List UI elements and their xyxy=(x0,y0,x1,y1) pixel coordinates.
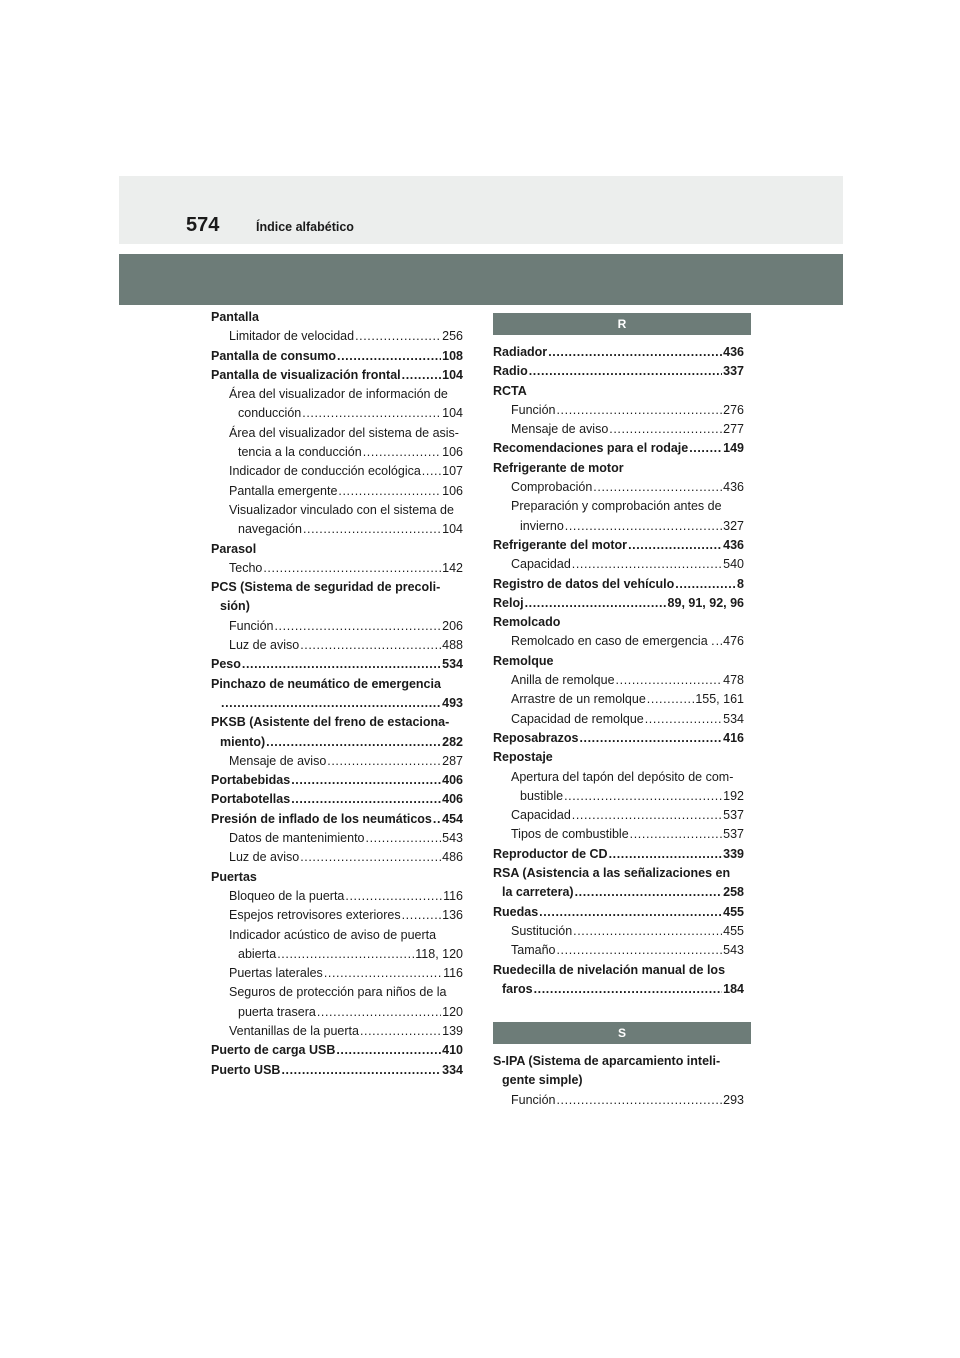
index-entry xyxy=(211,790,463,809)
index-entry xyxy=(493,845,744,864)
index-entry xyxy=(211,424,463,443)
dot-leader xyxy=(263,559,441,578)
index-entry-text: Remolcado xyxy=(493,615,561,630)
index-entry-text: Comprobación xyxy=(511,480,593,495)
index-entry-text: PKSB (Asistente del freno de estaciona- xyxy=(211,715,450,730)
index-entry-text: Puerto USB xyxy=(211,1062,281,1077)
index-entry-page: 537 xyxy=(723,827,744,842)
dot-leader xyxy=(277,945,414,964)
index-entry-text: Presión de inflado de los neumáticos xyxy=(211,811,432,826)
index-entry-page: 276 xyxy=(723,402,744,417)
index-entry xyxy=(493,439,744,458)
index-entry xyxy=(211,945,463,964)
index-entry xyxy=(493,1071,744,1090)
dot-leader xyxy=(689,439,722,458)
header-bar xyxy=(119,254,843,305)
index-entry-text: Ventanillas de la puerta xyxy=(229,1023,359,1038)
index-entry-text: navegación xyxy=(238,522,302,537)
index-entry-page: 543 xyxy=(723,943,744,958)
index-entry xyxy=(211,752,463,771)
index-entry xyxy=(211,868,463,887)
index-entry-text: sión) xyxy=(220,599,250,614)
index-entry xyxy=(211,906,463,925)
index-entry-page: 334 xyxy=(442,1062,463,1077)
index-entry-text: Función xyxy=(511,402,556,417)
index-entry-page: 116 xyxy=(443,888,463,903)
index-entry xyxy=(211,578,463,597)
index-entry xyxy=(211,1041,463,1060)
index-entry-page: 184 xyxy=(723,981,744,996)
index-entry-text: Pinchazo de neumático de emergencia xyxy=(211,676,441,691)
index-entry xyxy=(493,903,744,922)
dot-leader xyxy=(534,980,723,999)
index-entry-text: Recomendaciones para el rodaje xyxy=(493,441,689,456)
index-entry-text: Ruedas xyxy=(493,904,539,919)
index-entry xyxy=(211,597,463,616)
index-entry xyxy=(493,517,744,536)
index-entry xyxy=(211,520,463,539)
index-entry-text: Indicador acústico de aviso de puerta xyxy=(229,927,437,942)
index-entry-page: 149 xyxy=(723,441,744,456)
index-entry-page: 476 xyxy=(723,634,744,649)
index-entry-page: 192 xyxy=(723,788,744,803)
index-entry-text: Datos de mantenimiento xyxy=(229,831,365,846)
dot-leader xyxy=(675,575,736,594)
section-letter-r: R xyxy=(493,313,751,335)
index-entry-text: Puertas xyxy=(211,869,257,884)
index-entry xyxy=(493,710,744,729)
index-entry-text: Indicador de conducción ecológica xyxy=(229,464,421,479)
index-entry xyxy=(211,810,463,829)
index-entry xyxy=(493,671,744,690)
dot-leader xyxy=(302,404,441,423)
index-entry-page: 488 xyxy=(442,638,463,653)
dot-leader xyxy=(366,829,442,848)
index-entry-text: Registro de datos del vehículo xyxy=(493,576,675,591)
index-entry xyxy=(493,536,744,555)
index-entry-page: 455 xyxy=(723,904,744,919)
page-number: 574 xyxy=(186,214,220,236)
dot-leader xyxy=(645,710,722,729)
index-entry-text: Portabotellas xyxy=(211,792,291,807)
index-entry-text: Refrigerante de motor xyxy=(493,460,624,475)
index-entry-text: Remolque xyxy=(493,653,554,668)
index-entry xyxy=(211,926,463,945)
index-entry xyxy=(211,713,463,732)
index-entry-page: 136 xyxy=(442,908,463,923)
index-entry xyxy=(493,941,744,960)
dot-leader xyxy=(593,478,722,497)
index-entry xyxy=(493,382,744,401)
index-entry-page: 104 xyxy=(442,522,463,537)
index-entry-text: PCS (Sistema de seguridad de precoli- xyxy=(211,580,441,595)
dot-leader xyxy=(630,825,722,844)
index-entry-text: Puerto de carga USB xyxy=(211,1043,336,1058)
index-entry-text: Puertas laterales xyxy=(229,966,323,981)
index-entry-text: Reproductor de CD xyxy=(493,846,608,861)
index-entry-page: 327 xyxy=(723,518,744,533)
index-entry xyxy=(211,848,463,867)
index-entry-text: Repostaje xyxy=(493,750,553,765)
index-entry-text: Pantalla emergente xyxy=(229,483,338,498)
dot-leader xyxy=(221,694,441,713)
index-entry xyxy=(211,694,463,713)
index-entry xyxy=(211,675,463,694)
index-entry-text: Refrigerante del motor xyxy=(493,537,628,552)
index-entry-text: S-IPA (Sistema de aparcamiento inteli- xyxy=(493,1054,721,1068)
dot-leader xyxy=(300,636,441,655)
index-entry xyxy=(493,825,744,844)
index-entry-text: Tipos de combustible xyxy=(511,827,629,842)
dot-leader xyxy=(616,671,723,690)
index-entry-page: 277 xyxy=(723,422,744,437)
index-entry xyxy=(493,980,744,999)
index-entry-text: puerta trasera xyxy=(238,1004,316,1019)
index-entry-text: Función xyxy=(229,618,274,633)
index-entry-page: 89, 91, 92, 96 xyxy=(667,595,744,610)
index-entry-page: 543 xyxy=(442,831,463,846)
index-entry-page: 139 xyxy=(442,1023,463,1038)
right-index-column-r xyxy=(493,343,744,999)
dot-leader xyxy=(575,883,723,902)
index-entry xyxy=(493,864,744,883)
index-entry-page: 287 xyxy=(442,753,463,768)
index-entry xyxy=(211,655,463,674)
index-entry-text: Portabebidas xyxy=(211,773,291,788)
index-entry-text: Mensaje de aviso xyxy=(511,422,609,437)
index-entry xyxy=(493,613,744,632)
index-entry-text: Bloqueo de la puerta xyxy=(229,888,345,903)
index-entry-text: Pantalla de consumo xyxy=(211,348,337,363)
dot-leader xyxy=(573,922,722,941)
index-entry-text: Remolcado en caso de emergencia . xyxy=(511,634,715,649)
index-entry-page: 256 xyxy=(442,329,463,344)
index-entry-page: 120 xyxy=(442,1004,463,1019)
index-entry-text: la carretera) xyxy=(502,885,574,900)
index-entry-page: 436 xyxy=(723,345,744,359)
right-index-column-s xyxy=(493,1052,744,1110)
dot-leader xyxy=(422,462,441,481)
index-entry-page: 486 xyxy=(442,850,463,865)
index-entry xyxy=(493,748,744,767)
index-entry-page: 293 xyxy=(723,1092,744,1107)
index-entry-text: Limitador de velocidad xyxy=(229,329,355,344)
index-entry xyxy=(493,478,744,497)
index-entry-page: 540 xyxy=(723,557,744,572)
index-entry xyxy=(211,829,463,848)
index-entry-text: Parasol xyxy=(211,541,257,556)
dot-leader xyxy=(609,845,723,864)
dot-leader xyxy=(291,771,441,790)
index-entry-text: bustible xyxy=(520,788,564,803)
index-entry-text: Visualizador vinculado con el sistema de xyxy=(229,502,454,517)
index-entry-page: 455 xyxy=(723,923,744,938)
index-entry-text: Sustitución xyxy=(511,923,573,938)
index-entry-page: 104 xyxy=(442,367,463,382)
dot-leader xyxy=(337,347,441,366)
index-entry xyxy=(493,401,744,420)
dot-leader xyxy=(556,941,722,960)
index-entry xyxy=(211,366,463,385)
index-entry xyxy=(211,733,463,752)
index-entry xyxy=(493,787,744,806)
dot-leader xyxy=(556,1091,722,1110)
index-entry-text: Arrastre de un remolque xyxy=(511,692,646,707)
index-entry-page: 107 xyxy=(442,464,463,479)
dot-leader xyxy=(338,482,441,501)
index-entry-page: 416 xyxy=(723,730,744,745)
index-entry-text: Luz de aviso xyxy=(229,850,300,865)
index-entry-text: Reposabrazos xyxy=(493,730,579,745)
index-entry-text: Mensaje de aviso xyxy=(229,753,327,768)
index-entry-page: 534 xyxy=(442,657,463,672)
index-entry xyxy=(211,404,463,423)
index-entry xyxy=(211,771,463,790)
index-entry-text: Preparación y comprobación antes de xyxy=(511,499,722,514)
index-entry-page: 116 xyxy=(443,966,463,981)
index-entry-text: Anilla de remolque xyxy=(511,673,615,688)
index-entry xyxy=(493,497,744,516)
dot-leader xyxy=(529,362,722,381)
index-entry xyxy=(493,768,744,787)
index-entry xyxy=(211,1061,463,1080)
index-entry-text: Pantalla xyxy=(211,310,259,324)
dot-leader xyxy=(363,443,441,462)
index-entry-page: 337 xyxy=(723,364,744,379)
index-entry-page: 142 xyxy=(442,560,463,575)
dot-leader xyxy=(572,806,722,825)
index-entry xyxy=(493,1052,744,1071)
index-entry-page: 104 xyxy=(442,406,463,421)
index-entry-text: abierta xyxy=(238,946,277,961)
index-entry xyxy=(493,632,744,651)
index-entry xyxy=(493,594,744,613)
index-entry xyxy=(211,482,463,501)
index-entry xyxy=(211,308,463,327)
index-entry xyxy=(211,443,463,462)
dot-leader xyxy=(402,906,442,925)
index-entry-text: Techo xyxy=(229,560,263,575)
index-entry-text: Reloj xyxy=(493,595,524,610)
index-entry-page: 106 xyxy=(442,445,463,460)
dot-leader xyxy=(336,1041,441,1060)
index-entry-text: Capacidad de remolque xyxy=(511,711,644,726)
index-entry xyxy=(493,362,744,381)
index-entry xyxy=(211,964,463,983)
index-entry-text: Pantalla de visualización frontal xyxy=(211,367,401,382)
index-entry xyxy=(211,983,463,1002)
index-entry xyxy=(493,922,744,941)
top-header-band xyxy=(119,176,843,244)
dot-leader xyxy=(609,420,722,439)
index-entry-text: faros xyxy=(502,981,533,996)
index-entry-text: RCTA xyxy=(493,383,527,398)
dot-leader xyxy=(324,964,442,983)
index-entry-page: 410 xyxy=(442,1043,463,1058)
index-entry-text: Radio xyxy=(493,364,528,379)
dot-leader xyxy=(303,520,441,539)
index-entry xyxy=(211,501,463,520)
dot-leader xyxy=(628,536,722,555)
index-entry-page: 155, 161 xyxy=(695,692,744,707)
index-entry xyxy=(493,961,744,980)
index-entry-text: RSA (Asistencia a las señalizaciones en xyxy=(493,866,731,881)
index-entry-text: Capacidad xyxy=(511,808,571,823)
index-entry xyxy=(211,1022,463,1041)
index-entry-text: Radiador xyxy=(493,345,548,359)
index-entry-text: Espejos retrovisores exteriores xyxy=(229,908,401,923)
dot-leader xyxy=(242,655,441,674)
index-entry xyxy=(493,652,744,671)
index-entry-text: miento) xyxy=(220,734,266,749)
index-entry xyxy=(211,540,463,559)
index-entry xyxy=(211,327,463,346)
index-entry xyxy=(493,420,744,439)
index-entry-text: Seguros de protección para niños de la xyxy=(229,985,447,1000)
dot-leader xyxy=(317,1003,441,1022)
index-entry-page: 493 xyxy=(442,695,463,710)
index-entry xyxy=(493,690,744,709)
index-entry xyxy=(211,462,463,481)
dot-leader xyxy=(564,787,722,806)
dot-leader xyxy=(281,1061,441,1080)
index-entry xyxy=(493,575,744,594)
dot-leader xyxy=(291,790,441,809)
index-entry xyxy=(211,887,463,906)
dot-leader xyxy=(355,327,441,346)
index-entry-text: Peso xyxy=(211,657,241,672)
index-entry xyxy=(211,559,463,578)
dot-leader xyxy=(539,903,722,922)
dot-leader xyxy=(548,343,722,362)
dot-leader xyxy=(579,729,722,748)
index-entry-text: Área del visualizador de información de xyxy=(229,387,448,402)
index-entry xyxy=(211,347,463,366)
section-title: Índice alfabético xyxy=(256,220,354,234)
index-entry xyxy=(211,1003,463,1022)
dot-leader xyxy=(433,810,441,829)
index-entry-page: 454 xyxy=(442,811,463,826)
index-entry xyxy=(493,1091,744,1110)
index-entry-text: Área del visualizador del sistema de asis- xyxy=(229,425,459,440)
dot-leader xyxy=(647,690,695,709)
index-entry-page: 436 xyxy=(723,537,744,552)
index-entry-text: Capacidad xyxy=(511,557,571,572)
dot-leader xyxy=(266,733,441,752)
index-entry-page: 106 xyxy=(442,483,463,498)
index-entry-text: Apertura del tapón del depósito de com- xyxy=(511,769,734,784)
index-entry xyxy=(493,883,744,902)
dot-leader xyxy=(345,887,442,906)
dot-leader xyxy=(360,1022,441,1041)
dot-leader xyxy=(525,594,667,613)
index-entry xyxy=(211,385,463,404)
index-entry-page: 339 xyxy=(723,846,744,861)
dot-leader xyxy=(327,752,441,771)
index-entry-page: 406 xyxy=(442,773,463,788)
dot-leader xyxy=(300,848,441,867)
index-entry xyxy=(211,617,463,636)
index-entry-page: 406 xyxy=(442,792,463,807)
dot-leader xyxy=(556,401,722,420)
index-entry-page: 478 xyxy=(723,673,744,688)
index-entry-text: Tamaño xyxy=(511,943,556,958)
index-entry-text: Luz de aviso xyxy=(229,638,300,653)
index-entry-text: invierno xyxy=(520,518,564,533)
index-entry xyxy=(493,343,744,362)
left-index-column xyxy=(211,308,463,1080)
index-entry-page: 206 xyxy=(442,618,463,633)
index-entry-page: 258 xyxy=(723,885,744,900)
index-entry-page: 282 xyxy=(442,734,463,749)
index-entry-text: conducción xyxy=(238,406,302,421)
index-entry xyxy=(493,806,744,825)
dot-leader xyxy=(572,555,722,574)
index-entry xyxy=(211,636,463,655)
index-entry-page: 534 xyxy=(723,711,744,726)
dot-leader xyxy=(274,617,441,636)
index-entry xyxy=(493,459,744,478)
index-entry-text: tencia a la conducción xyxy=(238,445,362,460)
section-letter-s: S xyxy=(493,1022,751,1044)
index-entry-page: 118, 120 xyxy=(415,946,463,961)
index-entry-page: 537 xyxy=(723,808,744,823)
index-entry-page: 436 xyxy=(723,480,744,495)
index-entry-text: Función xyxy=(511,1092,556,1107)
dot-leader xyxy=(565,517,722,536)
index-entry-text: Ruedecilla de nivelación manual de los xyxy=(493,962,726,977)
index-entry xyxy=(493,729,744,748)
index-entry-page: 108 xyxy=(442,348,463,363)
index-entry xyxy=(493,555,744,574)
index-entry-text: gente simple) xyxy=(502,1073,583,1088)
index-entry-page: 8 xyxy=(737,576,744,591)
dot-leader xyxy=(402,366,442,385)
dot-leader xyxy=(716,632,723,651)
